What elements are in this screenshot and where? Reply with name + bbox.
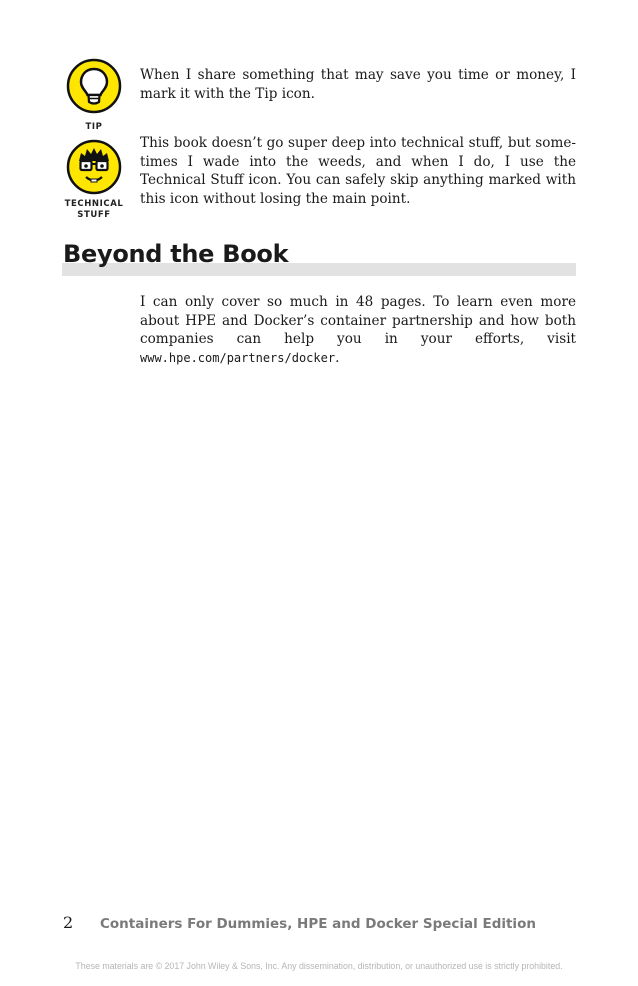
partners-link[interactable]: www.hpe.com/partners/docker: [140, 350, 336, 365]
beyond-the-book-period: .: [335, 349, 340, 366]
beyond-the-book-paragraph: [140, 293, 576, 367]
copyright-notice: These materials are © 2017 John Wiley & Sons, Inc. Any dissemination, distribution, or unauthorized use is strictly prohibited.: [75, 961, 563, 971]
tip-paragraph: When I share something that may save you time or money, I mark it with the Tip icon.: [140, 67, 576, 102]
tip-icon-label: TIP: [85, 122, 103, 132]
tip-icon-block: [58, 58, 130, 133]
technical-stuff-icon-block: [58, 139, 130, 221]
technical-stuff-label-line1: TECHNICAL: [64, 199, 124, 209]
technical-stuff-paragraph: This book doesn’t go super deep into technical stuff, but sometimes I wade into the weeds, and when I do, I use the Technical Stuff icon. You can safely skip anything marked with this icon without losing the main point.: [140, 135, 576, 207]
nerd-face-icon: [66, 139, 122, 195]
technical-stuff-label-line2: STUFF: [77, 210, 111, 220]
beyond-the-book-text: I can only cover so much in 48 pages. To learn even more about HPE and Docker’s container partnership and how both companies can help you in your efforts, visit: [140, 294, 576, 347]
lightbulb-icon: [66, 58, 122, 114]
section-title: Beyond the Book: [63, 240, 289, 268]
footer-book-title: Containers For Dummies, HPE and Docker Special Edition: [100, 916, 536, 932]
page-number: 2: [63, 913, 74, 932]
